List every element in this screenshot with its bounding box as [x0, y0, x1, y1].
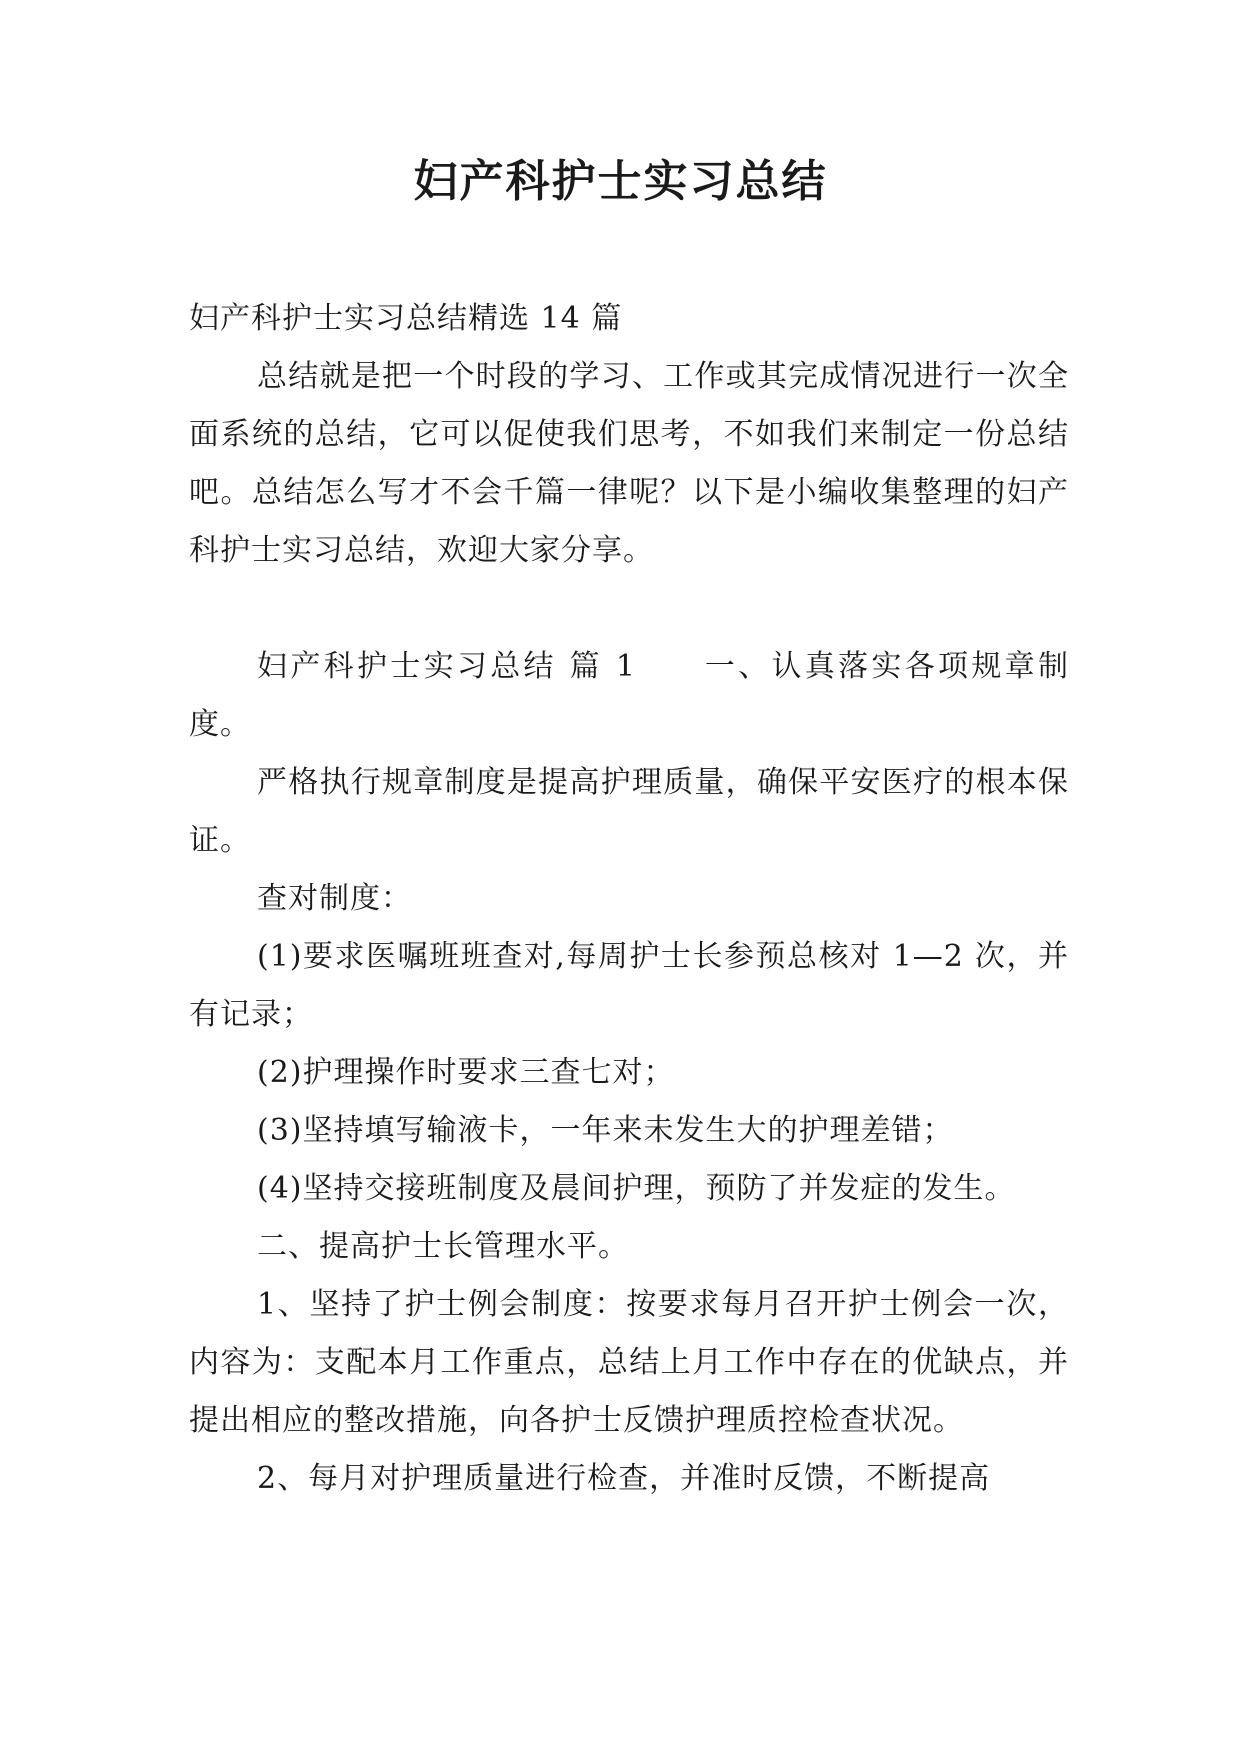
- body-paragraph: 查对制度：: [257, 881, 412, 916]
- list-item-paragraph: (1)要求医嘱班班查对,每周护士长参预总核对 1—2 次，并有记录；: [189, 939, 1069, 1032]
- document-title: 妇产科护士实习总结: [413, 156, 828, 207]
- body-paragraph: 2、每月对护理质量进行检查，并准时反馈，不断提高: [257, 1461, 991, 1496]
- section-heading-paragraph: 妇产科护士实习总结 篇 1 一、认真落实各项规章制度。: [189, 649, 1069, 742]
- body-paragraph: 1、坚持了护士例会制度：按要求每月召开护士例会一次，内容为：支配本月工作重点，总结上月工作中存在的优缺点，并提出相应的整改措施，向各护士反馈护理质控检查状况。: [189, 1287, 1069, 1438]
- list-item-paragraph: (2)护理操作时要求三查七对；: [257, 1055, 675, 1090]
- list-item-paragraph: (3)坚持填写输液卡，一年来未发生大的护理差错；: [257, 1113, 954, 1148]
- subheading-paragraph: 二、提高护士长管理水平。: [257, 1229, 629, 1264]
- document-body: [189, 290, 1069, 1508]
- list-item-paragraph: (4)坚持交接班制度及晨间护理，预防了并发症的发生。: [257, 1171, 1016, 1206]
- subtitle-paragraph: 妇产科护士实习总结精选 14 篇: [189, 301, 623, 336]
- intro-paragraph: 总结就是把一个时段的学习、工作或其完成情况进行一次全面系统的总结，它可以促使我们思考，不如我们来制定一份总结吧。总结怎么写才不会千篇一律呢？以下是小编收集整理的妇产科护士实习总结，欢迎大家分享。: [189, 359, 1069, 568]
- body-paragraph: 严格执行规章制度是提高护理质量，确保平安医疗的根本保证。: [189, 765, 1069, 858]
